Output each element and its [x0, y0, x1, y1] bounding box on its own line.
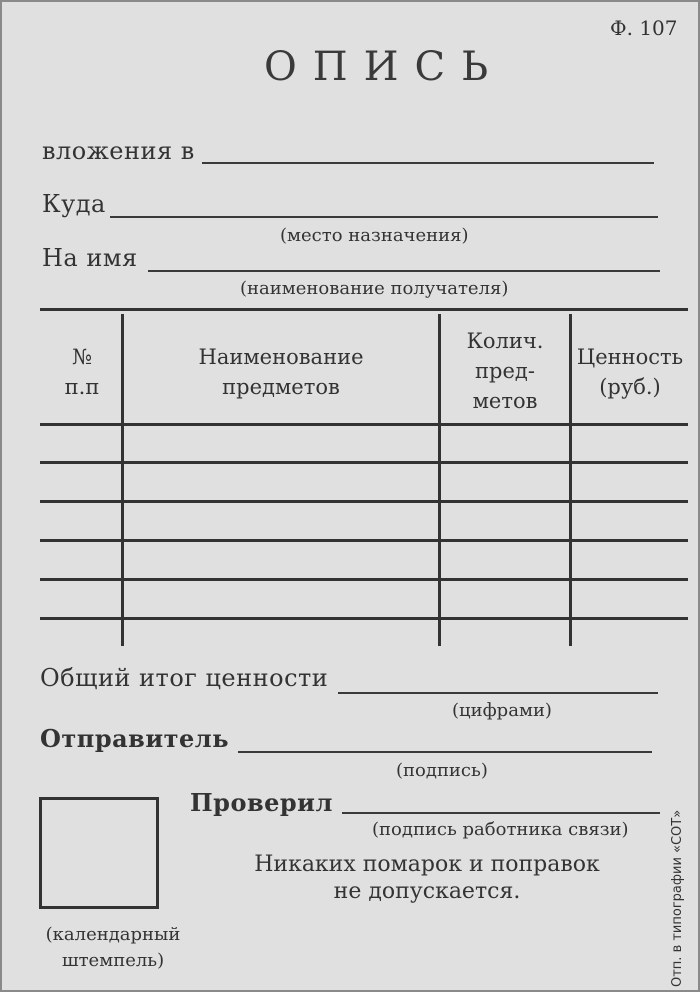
total-input-line[interactable] — [338, 692, 658, 694]
checked-caption: (подпись работника связи) — [372, 819, 629, 840]
total-label: Общий итог ценности — [40, 664, 329, 692]
destination-label: Куда — [42, 190, 106, 218]
col-header-number-line1: № — [72, 345, 92, 369]
table-cell[interactable] — [572, 542, 686, 575]
table-cell[interactable] — [42, 426, 120, 459]
col-header-value-line1: Ценность — [576, 345, 684, 369]
checked-label: Проверил — [190, 788, 333, 817]
stamp-caption-line-1: (календарный — [45, 924, 181, 945]
destination-input-line[interactable] — [110, 216, 658, 218]
stamp-caption — [38, 922, 188, 974]
col-header-quantity-line1: Колич. — [466, 329, 544, 353]
table-cell[interactable] — [42, 464, 120, 497]
note-line-1: Никаких помарок и поправок — [254, 852, 600, 877]
table-cell[interactable] — [441, 503, 567, 536]
table-cell[interactable] — [441, 426, 567, 459]
table-cell[interactable] — [572, 464, 686, 497]
sender-signature-line[interactable] — [238, 751, 652, 753]
table-top-rule — [40, 308, 688, 311]
stamp-caption-line-2: штемпель) — [61, 950, 165, 971]
table-cell[interactable] — [441, 464, 567, 497]
col-header-quantity-line2: пред- — [475, 359, 535, 383]
col-header-number — [42, 342, 122, 402]
col-header-name-line1: Наименование — [198, 345, 364, 369]
table-cell[interactable] — [42, 542, 120, 575]
no-corrections-note — [252, 851, 602, 905]
form-title: ОПИСЬ — [264, 44, 505, 90]
table-cell[interactable] — [124, 620, 436, 653]
table-cell[interactable] — [572, 581, 686, 614]
table-cell[interactable] — [124, 542, 436, 575]
table-cell[interactable] — [572, 503, 686, 536]
col-header-number-line2: п.п — [64, 375, 100, 399]
attachment-label: вложения в — [42, 137, 195, 165]
col-header-quantity-line3: метов — [472, 389, 538, 413]
sender-label: Отправитель — [40, 724, 230, 753]
col-header-name-line2: предметов — [222, 375, 340, 399]
table-cell[interactable] — [572, 426, 686, 459]
table-cell[interactable] — [124, 464, 436, 497]
table-cell[interactable] — [42, 620, 120, 653]
col-header-name — [124, 342, 438, 402]
recipient-caption: (наименование получателя) — [240, 278, 509, 299]
col-header-quantity — [441, 326, 569, 416]
table-cell[interactable] — [441, 581, 567, 614]
attachment-input-line[interactable] — [202, 162, 654, 164]
table-cell[interactable] — [124, 581, 436, 614]
table-cell[interactable] — [42, 503, 120, 536]
table-cell[interactable] — [441, 542, 567, 575]
recipient-label: На имя — [42, 244, 138, 272]
col-header-value — [572, 342, 688, 402]
sender-caption: (подпись) — [396, 760, 488, 781]
destination-caption: (место назначения) — [280, 225, 469, 246]
table-cell[interactable] — [441, 620, 567, 653]
note-line-2: не допускается. — [333, 879, 521, 904]
col-header-value-line2: (руб.) — [599, 375, 661, 399]
table-cell[interactable] — [124, 503, 436, 536]
recipient-input-line[interactable] — [148, 270, 660, 272]
printer-note: Отп. в типографии «СОТ» — [670, 809, 685, 987]
checked-signature-line[interactable] — [342, 812, 660, 814]
total-caption: (цифрами) — [452, 700, 552, 721]
form-code: Ф. 107 — [610, 16, 678, 40]
table-cell[interactable] — [572, 620, 686, 653]
table-cell[interactable] — [124, 426, 436, 459]
calendar-stamp-box — [39, 797, 159, 909]
table-cell[interactable] — [42, 581, 120, 614]
